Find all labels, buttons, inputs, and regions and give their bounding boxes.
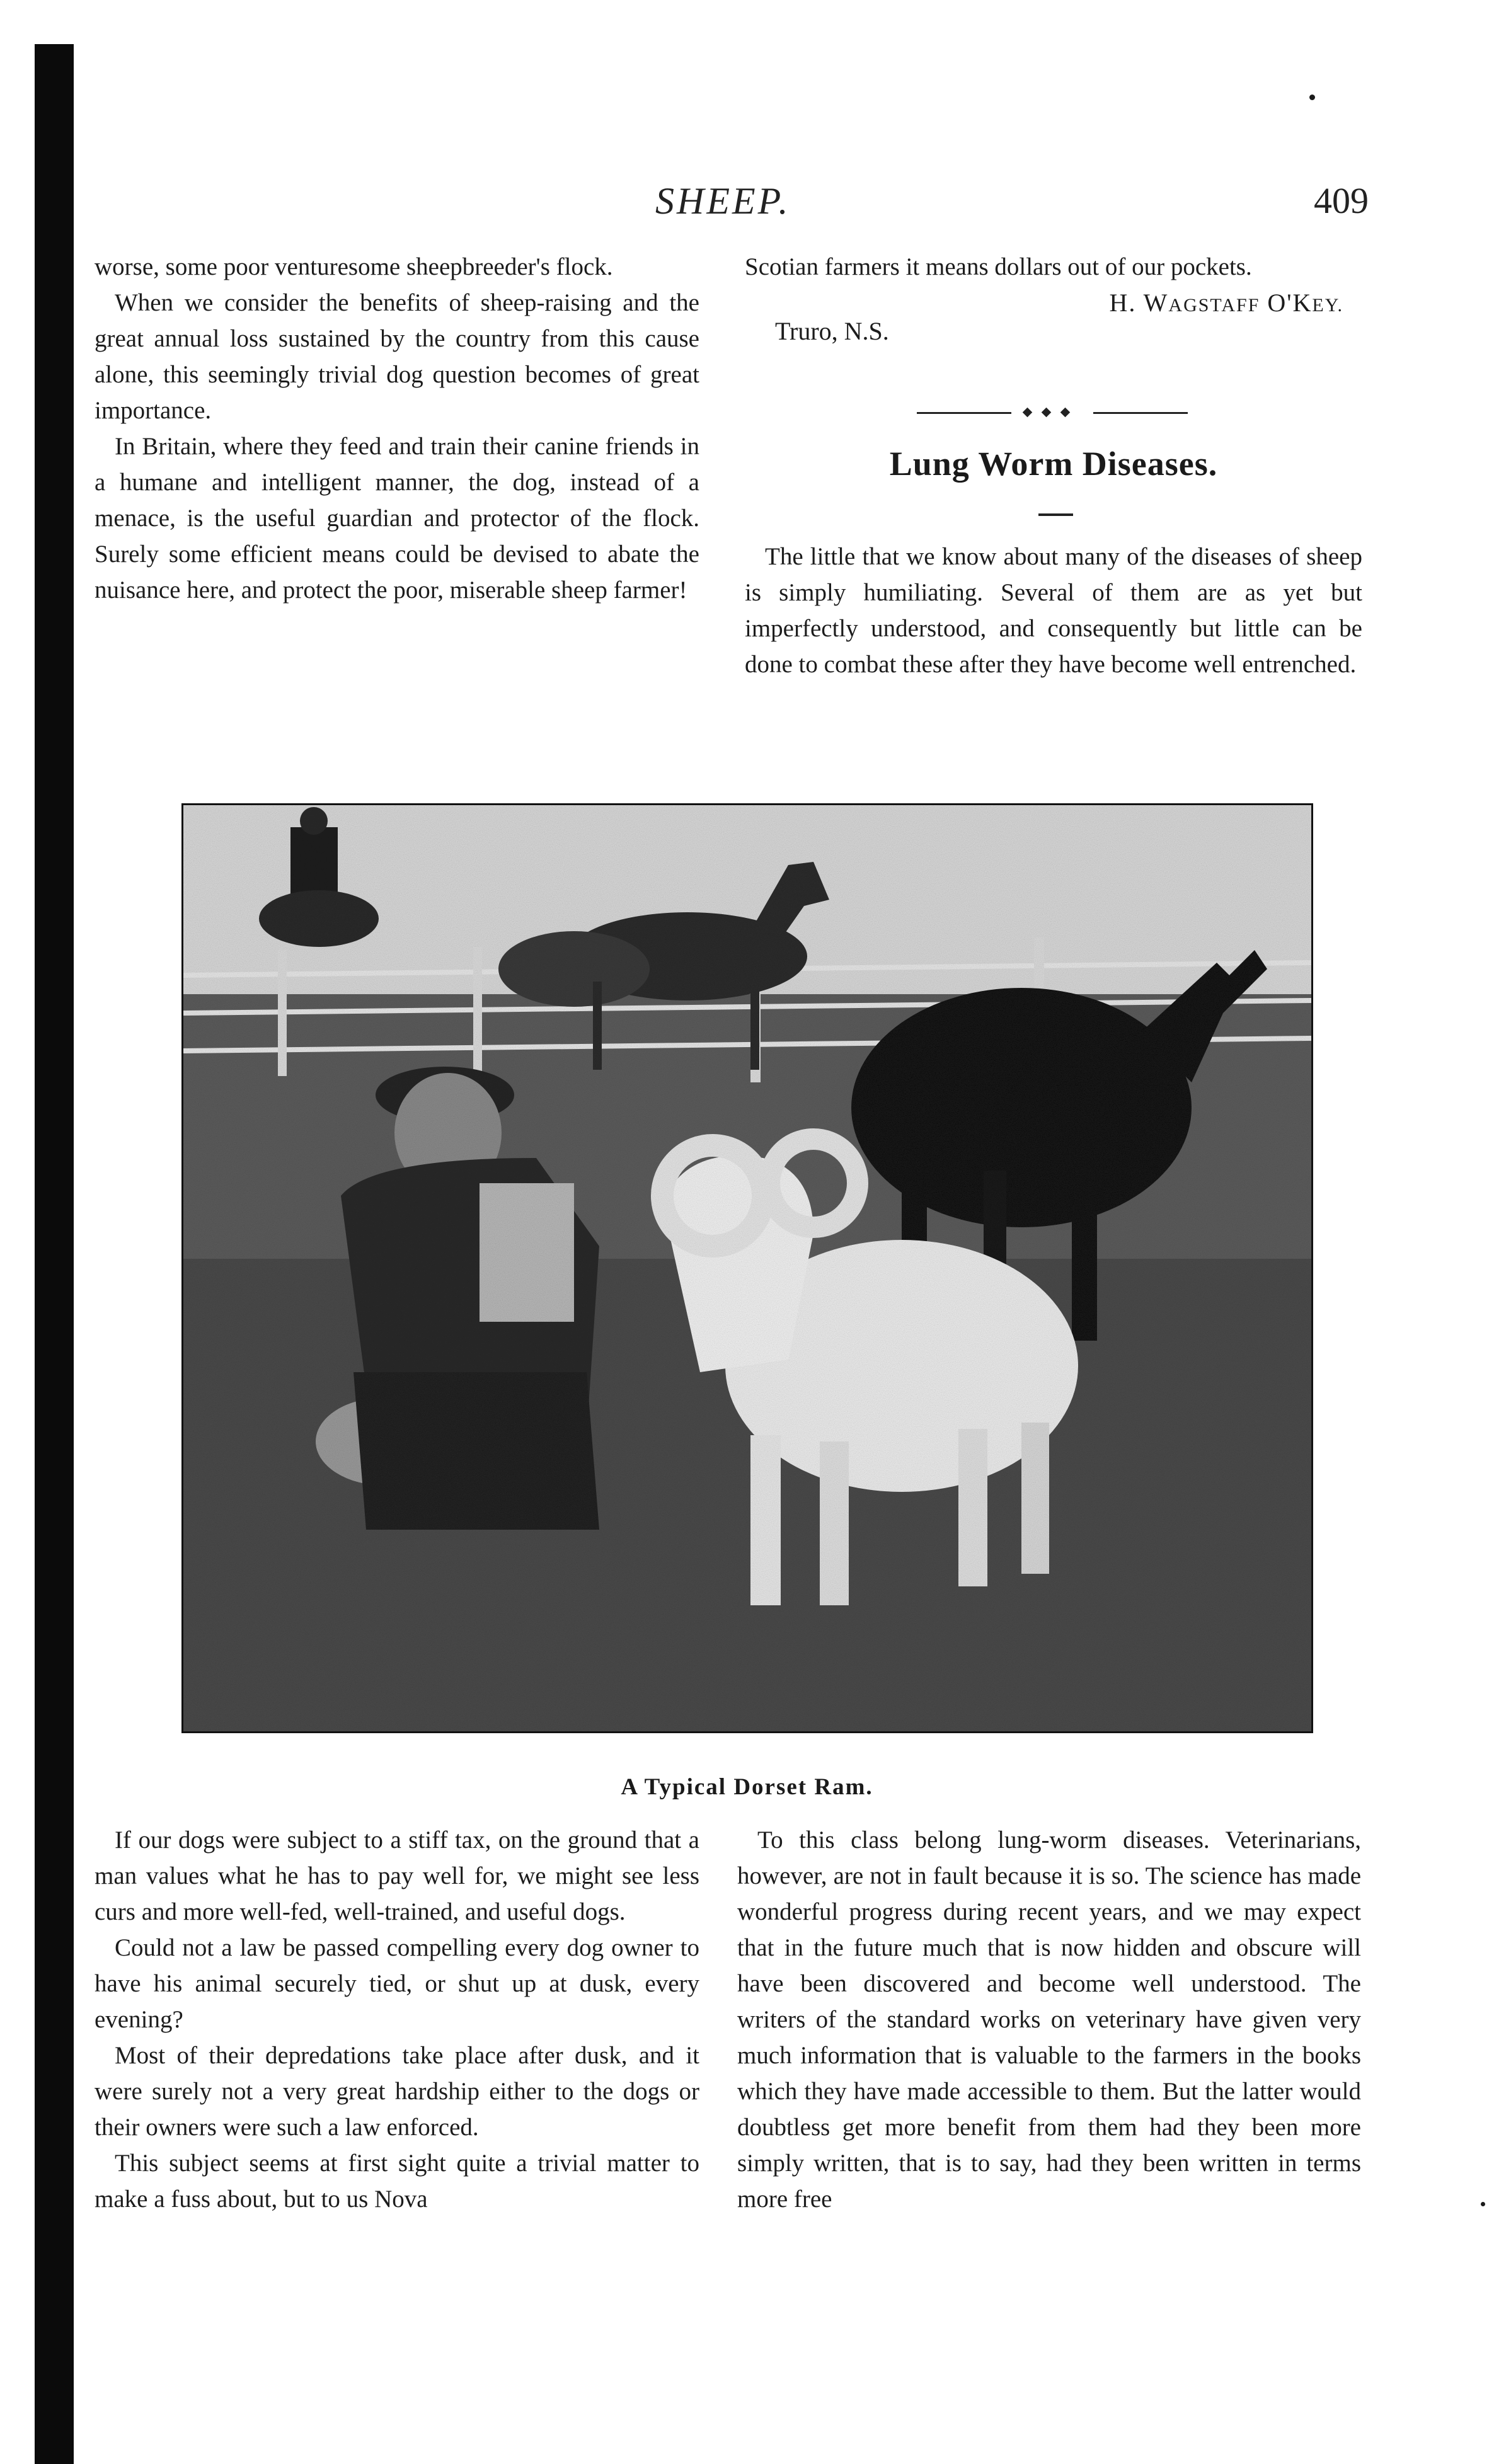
paragraph: Scotian farmers it means dollars out of our pockets. xyxy=(745,253,1252,280)
photo-illustration xyxy=(183,805,1311,1731)
heading-rule xyxy=(1038,513,1073,516)
figure-caption: A Typical Dorset Ram. xyxy=(621,1774,873,1800)
paragraph: If our dogs were subject to a stiff tax, on the ground that a man values what he has to pay well for, we might see less curs and more well-fed, well-trained, and useful dogs. xyxy=(95,1826,699,1925)
author-location: Truro, N.S. xyxy=(775,317,889,345)
top-right-column xyxy=(745,249,1362,354)
top-left-column xyxy=(95,249,699,608)
paragraph: This subject seems at first sight quite a trivial matter to make a fuss about, but to us Nova xyxy=(95,2150,699,2213)
paragraph: When we consider the benefits of sheep-raising and the great annual loss sustained by the country from this cause alone, this seemingly trivial dog question becomes of great importance. xyxy=(95,289,699,424)
paragraph: The little that we know about many of the diseases of sheep is simply humiliating. Several of them are as yet but imperfectly understood, and consequently but little can be done to combat these after they have become well entrenched. xyxy=(745,543,1362,678)
paragraph: In Britain, where they feed and train their canine friends in a humane and intelligent manner, the dog, instead of a menace, is the useful guardian and protector of the flock. Surely some efficient means could be devised to abate the nuisance here, and protect the poor, miserable sheep farmer! xyxy=(95,433,699,604)
page-number: 409 xyxy=(1314,180,1369,221)
dorset-ram-photograph xyxy=(181,803,1313,1733)
print-speck xyxy=(1481,2202,1485,2206)
print-speck xyxy=(1309,95,1315,100)
article-heading: Lung Worm Diseases. xyxy=(889,445,1218,483)
running-title: SHEEP. xyxy=(655,180,791,222)
paragraph: Most of their depredations take place after dusk, and it were surely not a very great hardship either to the dogs or their owners were such a law enforced. xyxy=(95,2042,699,2141)
paragraph: To this class belong lung-worm diseases. Veterinarians, however, are not in fault because it is so. The science has made wonderful progress during recent years, and we may expect that in the future much that is now hidden and obscure will have been discovered and become well understood. The writers of the standard works on veterinary have given very much information that is valuable to the farmers in the books which they have made accessible to them. But the latter would doubtless get more benefit from them had they been more simply written, that is to say, had they been written in terms more free xyxy=(737,1826,1361,2213)
book-binding-edge xyxy=(35,44,74,2464)
bottom-left-column xyxy=(95,1822,699,2217)
bottom-right-column xyxy=(737,1822,1361,2217)
author-name: H. WAGSTAFF O'KEY. xyxy=(1109,289,1343,317)
signature-block xyxy=(745,285,1362,354)
section-ornament xyxy=(917,406,1188,419)
paragraph: Could not a law be passed compelling every dog owner to have his animal securely tied, or shut up at dusk, every evening? xyxy=(95,1934,699,2033)
article-intro xyxy=(745,539,1362,682)
paragraph: worse, some poor venturesome sheepbreeder's flock. xyxy=(95,253,613,280)
running-head xyxy=(0,180,1494,230)
